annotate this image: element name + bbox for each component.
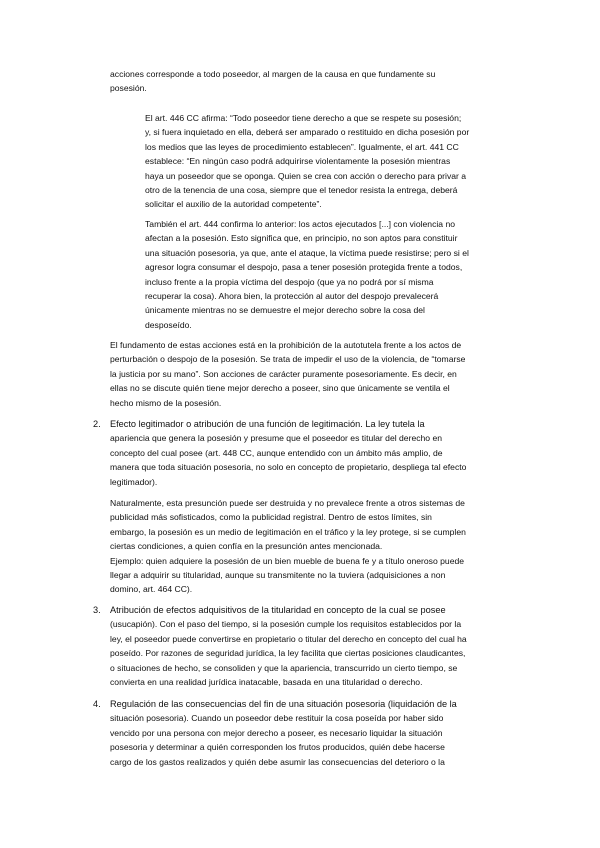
text-line: Ejemplo: quien adquiere la posesión de un bien mueble de buena fe y a título oneroso puede	[110, 555, 465, 566]
text-line: desposeído.	[145, 319, 192, 330]
text-line: una situación posesoria, ya que, ante el ataque, la víctima puede resistirse; pero si el	[145, 247, 469, 258]
text-line: haya un poseedor que se oponga. Quien se crea con acción o derecho para privar a	[145, 170, 467, 181]
text-line: llegar a adquirir su titularidad, aunque su transmitente no la tuviera (adquisiciones a non	[110, 570, 446, 581]
list-number-4: 4.	[93, 699, 101, 709]
text-line: ley, el poseedor puede convertirse en propietario o titular del derecho en concepto del cual ha	[110, 633, 467, 644]
text-line: Regulación de las consecuencias del fin de una situación posesoria (liquidación de la	[110, 699, 457, 709]
text-line: ciertas condiciones, a quien confía en la presunción antes mencionada.	[110, 541, 383, 552]
text-line: la justicia por su mano”. Son acciones de carácter puramente posesoriamente. Es decir, en	[110, 368, 457, 379]
text-line: cargo de los gastos realizados y quién debe asumir las consecuencias del deterioro o la	[110, 756, 445, 767]
text-line: ellas no se discute quién tiene mejor derecho a poseer, sino que únicamente se ventila el	[110, 383, 450, 394]
text-line: agresor logra consumar el despojo, pasa a tener posesión protegida frente a todos,	[145, 262, 463, 273]
fundamento-paragraph	[110, 338, 510, 410]
text-line: posesión.	[110, 83, 147, 94]
text-line: El fundamento de estas acciones está en la prohibición de la autotutela frente a los actos de	[110, 340, 462, 350]
quote-art-446	[145, 111, 520, 212]
text-line: vencido por una persona con mejor derecho a poseer, es necesario liquidar la situación	[110, 727, 443, 738]
text-line: concepto del cual posee (art. 448 CC, aunque entendido con un ámbito más amplio, de	[110, 447, 443, 458]
quote-art-444	[145, 217, 520, 332]
text-line: poseído. Por razones de seguridad jurídica, la ley facilita que ciertas posiciones claudicantes,	[110, 648, 466, 659]
text-line: perturbación o despojo de la posesión. Se trata de impedir el uso de la violencia, de “tomarse	[110, 354, 466, 365]
text-line: situación posesoria). Cuando un poseedor debe restituir la cosa poseída por haber sido	[110, 713, 444, 724]
text-line: afectan a la posesión. Esto significa que, en principio, no son aptos para constituir	[145, 233, 458, 244]
text-line: embargo, la posesión es un medio de legitimación en el tráfico y la ley protege, si se cumplen	[110, 526, 466, 537]
text-line: Atribución de efectos adquisitivos de la titularidad en concepto de la cual se posee	[110, 605, 446, 615]
text-line: los medios que las leyes de procedimiento establecen”. Igualmente, el art. 441 CC	[145, 141, 459, 152]
text-line: solicitar el auxilio de la autoridad competente”.	[145, 199, 322, 210]
item-4-paragraph	[110, 697, 510, 769]
item-2-detail-paragraph	[110, 496, 510, 597]
text-line: convierta en una realidad jurídica inatacable, basada en una titularidad o derecho.	[110, 677, 423, 688]
text-line: legitimador).	[110, 476, 158, 487]
text-line: publicidad más sofisticados, como la publicidad registral. Dentro de estos límites, sin	[110, 512, 432, 523]
list-number-3: 3.	[93, 605, 101, 615]
text-line: y, si fuera inquietado en ella, deberá ser amparado o restituido en dicha posesión por	[145, 127, 470, 138]
text-line: posesoria y determinar a quién corresponden los frutos producidos, quién debe hacerse	[110, 742, 445, 753]
text-line: o situaciones de hecho, se consoliden y que la apariencia, transcurrido un cierto tiempo, se	[110, 662, 458, 673]
text-line: acciones corresponde a todo poseedor, al margen de la causa en que fundamente su	[110, 69, 436, 79]
text-line: (usucapión). Con el paso del tiempo, si la posesión cumple los requisitos establecidos por la	[110, 619, 462, 630]
intro-paragraph	[110, 67, 490, 96]
text-line: Efecto legitimador o atribución de una función de legitimación. La ley tutela la	[110, 419, 425, 429]
item-3-paragraph	[110, 603, 510, 689]
text-line: También el art. 444 confirma lo anterior: los actos ejecutados [...] con violencia no	[145, 219, 456, 229]
text-line: domino, art. 464 CC).	[110, 584, 193, 595]
text-line: hecho mismo de la posesión.	[110, 397, 222, 408]
text-line: otro de la tenencia de una cosa, siempre que el tenedor resista la entrega, deberá	[145, 185, 458, 196]
item-2-paragraph	[110, 417, 510, 489]
text-line: únicamente mientras no se demuestre el mejor derecho sobre la cosa del	[145, 305, 425, 316]
text-line: establece: “En ningún caso podrá adquirirse violentamente la posesión mientras	[145, 156, 451, 167]
text-line: incluso frente a la propia víctima del despojo (que ya no podrá por sí misma	[145, 276, 434, 287]
text-line: El art. 446 CC afirma: “Todo poseedor tiene derecho a que se respete su posesión;	[145, 113, 462, 123]
text-line: apariencia que genera la posesión y presume que el poseedor es titular del derecho en	[110, 433, 443, 444]
text-line: manera que toda situación posesoria, no solo en concepto de propietario, despliega tal efecto	[110, 462, 467, 473]
text-line: recuperar la cosa). Ahora bien, la protección al autor del despojo prevalecerá	[145, 291, 439, 302]
list-number-2: 2.	[93, 419, 101, 429]
text-line: Naturalmente, esta presunción puede ser destruida y no prevalece frente a otros sistemas de	[110, 498, 465, 508]
